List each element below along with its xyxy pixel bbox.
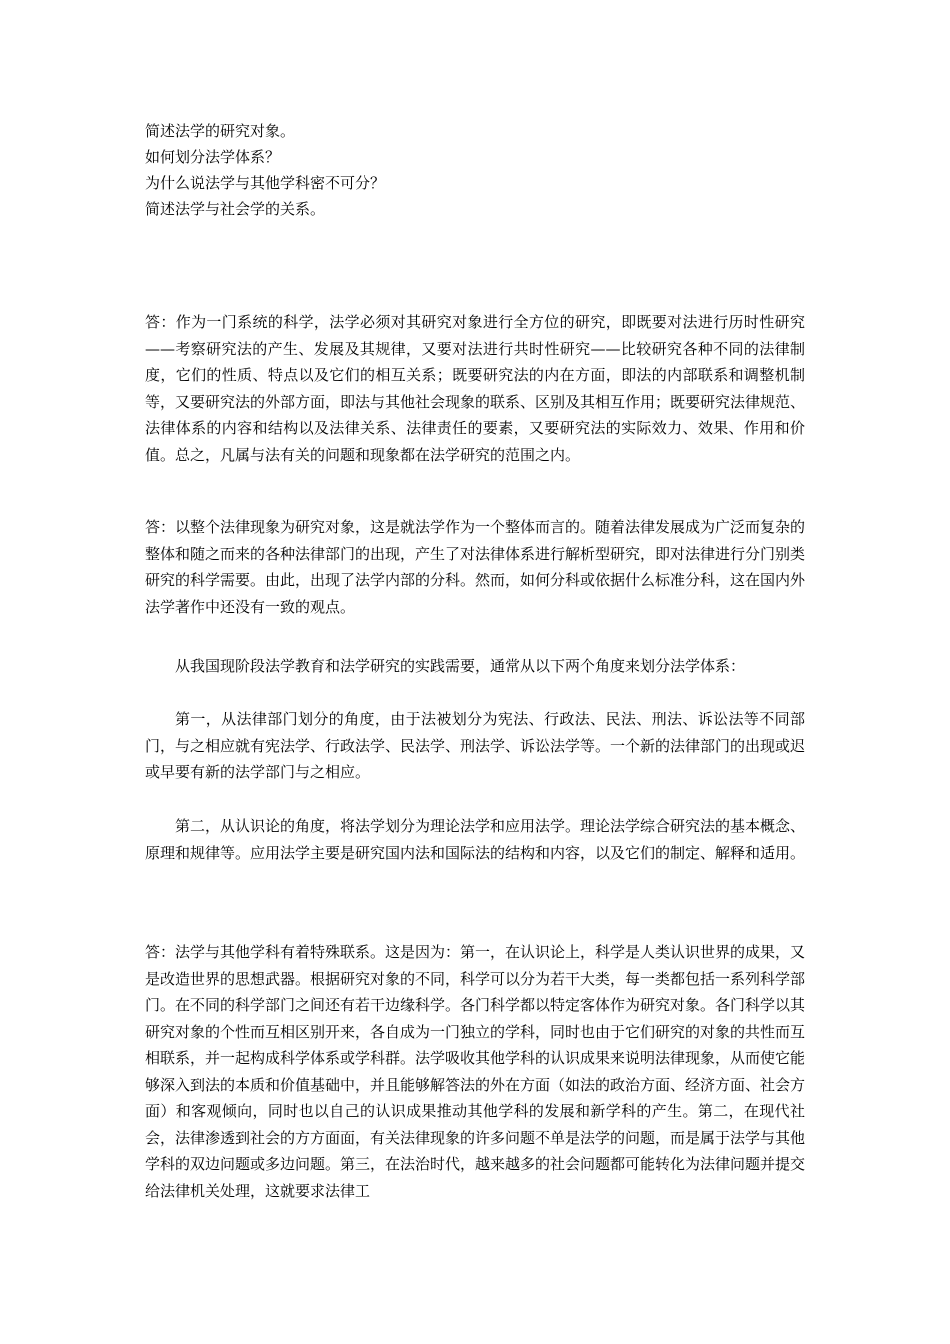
answer-paragraph-3: 答：法学与其他学科有着特殊联系。这是因为：第一，在认识论上，科学是人类认识世界的成果，又是改造世界的思想武器。根据研究对象的不同，科学可以分为若干大类，每一类都包括一系列科学部门。在不同的科学部门之间还有若干边缘科学。各门科学都以特定客体作为研究对象。各门科学以其研究对象的个性而互相区别开来，各自成为一门独立的学科，同时也由于它们研究的对象的共性而互相联系，并一起构成科学体系或学科群。法学吸收其他学科的认识成果来说明法律现象，从而使它能够深入到法的本质和价值基础中，并且能够解答法的外在方面（如法的政治方面、经济方面、社会方面）和客观倾向，同时也以自己的认识成果推动其他学科的发展和新学科的产生。第二，在现代社会，法律渗透到社会的方方面面，有关法律现象的许多问题不单是法学的问题，而是属于法学与其他学科的双边问题或多边问题。第三，在法治时代，越来越多的社会问题都可能转化为法律问题并提交给法律机关处理，这就要求法律工 [145, 943, 806, 1200]
answer-paragraph-2-second: 第二，从认识论的角度，将法学划分为理论法学和应用法学。理论法学综合研究法的基本概念、原理和规律等。应用法学主要是研究国内法和国际法的结构和内容，以及它们的制定、解释和适用。 [145, 817, 806, 862]
question-item: 简述法学与社会学的关系。 [145, 200, 326, 218]
question-list [145, 118, 805, 222]
answer-paragraph-2-intro: 答：以整个法律现象为研究对象，这是就法学作为一个整体而言的。随着法律发展成为广泛而复杂的整体和随之而来的各种法律部门的出现，产生了对法律体系进行解析型研究，即对法律进行分门别类研究的科学需要。由此，出现了法学内部的分科。然而，如何分科或依据什么标准分科，这在国内外法学著作中还没有一致的观点。 [145, 518, 806, 616]
question-item: 为什么说法学与其他学科密不可分？ [145, 174, 386, 192]
question-item: 简述法学的研究对象。 [145, 122, 296, 140]
question-item: 如何划分法学体系？ [145, 148, 281, 166]
answer-paragraph-2-basis: 从我国现阶段法学教育和法学研究的实践需要，通常从以下两个角度来划分法学体系： [175, 657, 746, 675]
answer-paragraph-1: 答：作为一门系统的科学，法学必须对其研究对象进行全方位的研究，即既要对法进行历时性研究——考察研究法的产生、发展及其规律，又要对法进行共时性研究——比较研究各种不同的法律制度，它们的性质、特点以及它们的相互关系；既要研究法的内在方面，即法的内部联系和调整机制等，又要研究法的外部方面，即法与其他社会现象的联系、区别及其相互作用；既要研究法律规范、法律体系的内容和结构以及法律关系、法律责任的要素，又要研究法的实际效力、效果、作用和价值。总之，凡属与法有关的问题和现象都在法学研究的范围之内。 [145, 313, 806, 464]
answer-paragraph-2-first: 第一，从法律部门划分的角度，由于法被划分为宪法、行政法、民法、刑法、诉讼法等不同部门，与之相应就有宪法学、行政法学、民法学、刑法学、诉讼法学等。一个新的法律部门的出现或迟或早要有新的法学部门与之相应。 [145, 710, 806, 781]
